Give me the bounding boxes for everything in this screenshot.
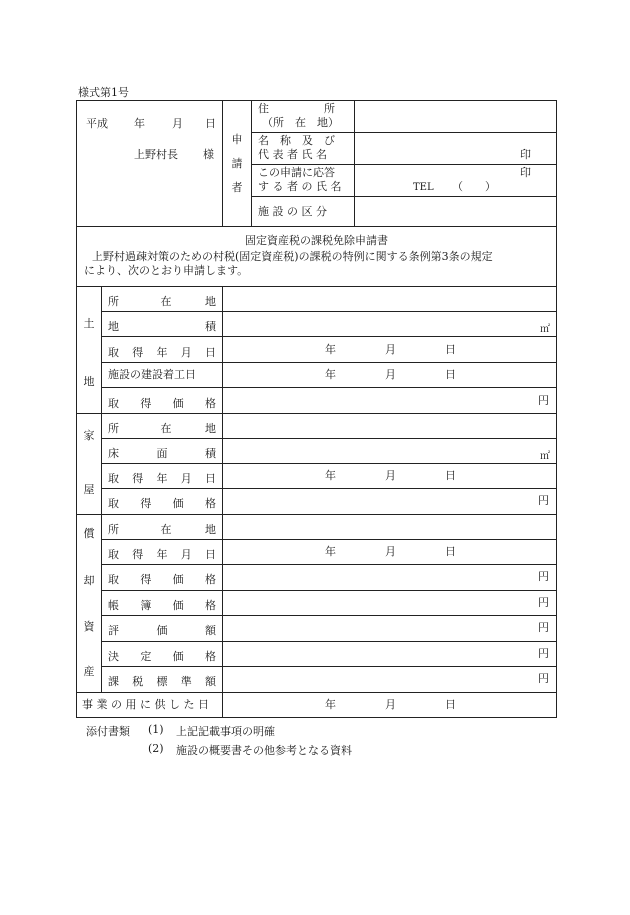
land-acq-day: 日 bbox=[445, 343, 456, 356]
attachment-1-num: (1) bbox=[148, 723, 164, 736]
statement-line-2: により、次のとおり申請します。 bbox=[84, 264, 249, 277]
land-construction-month: 月 bbox=[385, 368, 396, 381]
land-area-unit: ㎡ bbox=[540, 324, 550, 335]
land-construction-label: 施設の建設着工日 bbox=[108, 368, 196, 381]
dep-vertical-4: 産 bbox=[83, 665, 95, 678]
attachment-2-num: (2) bbox=[148, 742, 164, 755]
land-price-unit: 円 bbox=[538, 394, 549, 407]
dep-acq-date-label: 取 得 年 月 日 bbox=[108, 548, 216, 561]
land-location-label: 所 在 地 bbox=[108, 295, 216, 308]
house-acq-year: 年 bbox=[325, 469, 336, 482]
dep-determined-unit: 円 bbox=[538, 647, 549, 660]
dep-determined-label: 決 定 価 格 bbox=[108, 650, 216, 663]
dep-acq-year: 年 bbox=[325, 545, 336, 558]
business-date-month: 月 bbox=[385, 698, 396, 711]
seal-1: 印 bbox=[520, 148, 531, 161]
dep-acq-price-unit: 円 bbox=[538, 570, 549, 583]
address-label: 住 所 bbox=[258, 102, 335, 115]
land-area-label: 地 積 bbox=[108, 320, 216, 333]
statement-title: 固定資産税の課税免除申請書 bbox=[245, 234, 388, 247]
house-floor-area-unit: ㎡ bbox=[540, 451, 550, 462]
land-acq-month: 月 bbox=[385, 343, 396, 356]
dep-acq-day: 日 bbox=[445, 545, 456, 558]
attachment-1-text: 上記記載事項の明確 bbox=[176, 725, 275, 738]
dep-tax-base-label: 課 税 標 準 額 bbox=[108, 675, 216, 688]
land-construction-day: 日 bbox=[445, 368, 456, 381]
name-rep-label-2: 代 表 者 氏 名 bbox=[258, 148, 327, 161]
house-acq-month: 月 bbox=[385, 469, 396, 482]
land-price-label: 取 得 価 格 bbox=[108, 397, 216, 410]
attachment-2-text: 施設の概要書その他参考となる資料 bbox=[176, 744, 352, 757]
tel-paren: （ ） bbox=[452, 180, 496, 193]
addressee: 上野村長 bbox=[134, 148, 178, 161]
house-vertical-2: 屋 bbox=[83, 483, 95, 496]
house-acq-day: 日 bbox=[445, 469, 456, 482]
attachments-label: 添付書類 bbox=[86, 725, 130, 738]
responder-label-2: す る 者 の 氏 名 bbox=[258, 180, 342, 193]
land-vertical-1: 土 bbox=[83, 317, 95, 330]
house-acq-date-label: 取 得 年 月 日 bbox=[108, 472, 216, 485]
house-price-label: 取 得 価 格 bbox=[108, 497, 216, 510]
dep-vertical-2: 却 bbox=[83, 574, 95, 587]
dep-book-value-label: 帳 簿 価 格 bbox=[108, 599, 216, 612]
dep-location-label: 所 在 地 bbox=[108, 523, 216, 536]
dep-vertical-3: 資 bbox=[83, 620, 95, 633]
dep-acq-price-label: 取 得 価 格 bbox=[108, 573, 216, 586]
date-month: 月 bbox=[172, 117, 183, 130]
dep-assessed-unit: 円 bbox=[538, 621, 549, 634]
land-acq-date-label: 取 得 年 月 日 bbox=[108, 346, 216, 359]
tel-label: TEL bbox=[413, 182, 434, 193]
business-date-label: 事 業 の 用 に 供 し た 日 bbox=[82, 698, 209, 711]
house-vertical-1: 家 bbox=[83, 429, 95, 442]
dep-acq-month: 月 bbox=[385, 545, 396, 558]
land-vertical-2: 地 bbox=[83, 375, 95, 388]
dep-assessed-label: 評 価 額 bbox=[108, 624, 216, 637]
dep-vertical-1: 償 bbox=[83, 527, 95, 540]
business-date-day: 日 bbox=[445, 698, 456, 711]
form-number: 様式第1号 bbox=[78, 86, 129, 99]
responder-label-1: この申請に応答 bbox=[258, 166, 335, 179]
land-construction-year: 年 bbox=[325, 368, 336, 381]
name-rep-label-1: 名 称 及 び bbox=[258, 134, 335, 147]
dep-book-value-unit: 円 bbox=[538, 596, 549, 609]
addressee-honorific: 様 bbox=[203, 148, 214, 161]
statement-line-1: 上野村過疎対策のための村税(固定資産税)の課税の特例に関する条例第3条の規定 bbox=[92, 250, 493, 263]
land-acq-year: 年 bbox=[325, 343, 336, 356]
applicant-label-2: 請 bbox=[231, 157, 243, 170]
house-floor-area-label: 床 面 積 bbox=[108, 447, 216, 460]
applicant-label-1: 申 bbox=[231, 133, 243, 146]
date-year: 年 bbox=[134, 117, 145, 130]
business-date-year: 年 bbox=[325, 698, 336, 711]
seal-2: 印 bbox=[520, 166, 531, 179]
date-era: 平成 bbox=[86, 117, 108, 130]
house-price-unit: 円 bbox=[538, 494, 549, 507]
address-sublabel: （所 在 地） bbox=[262, 116, 339, 129]
date-day: 日 bbox=[205, 117, 216, 130]
dep-tax-base-unit: 円 bbox=[538, 672, 549, 685]
facility-type-label: 施 設 の 区 分 bbox=[258, 205, 327, 218]
applicant-label-3: 者 bbox=[231, 181, 243, 194]
house-location-label: 所 在 地 bbox=[108, 422, 216, 435]
